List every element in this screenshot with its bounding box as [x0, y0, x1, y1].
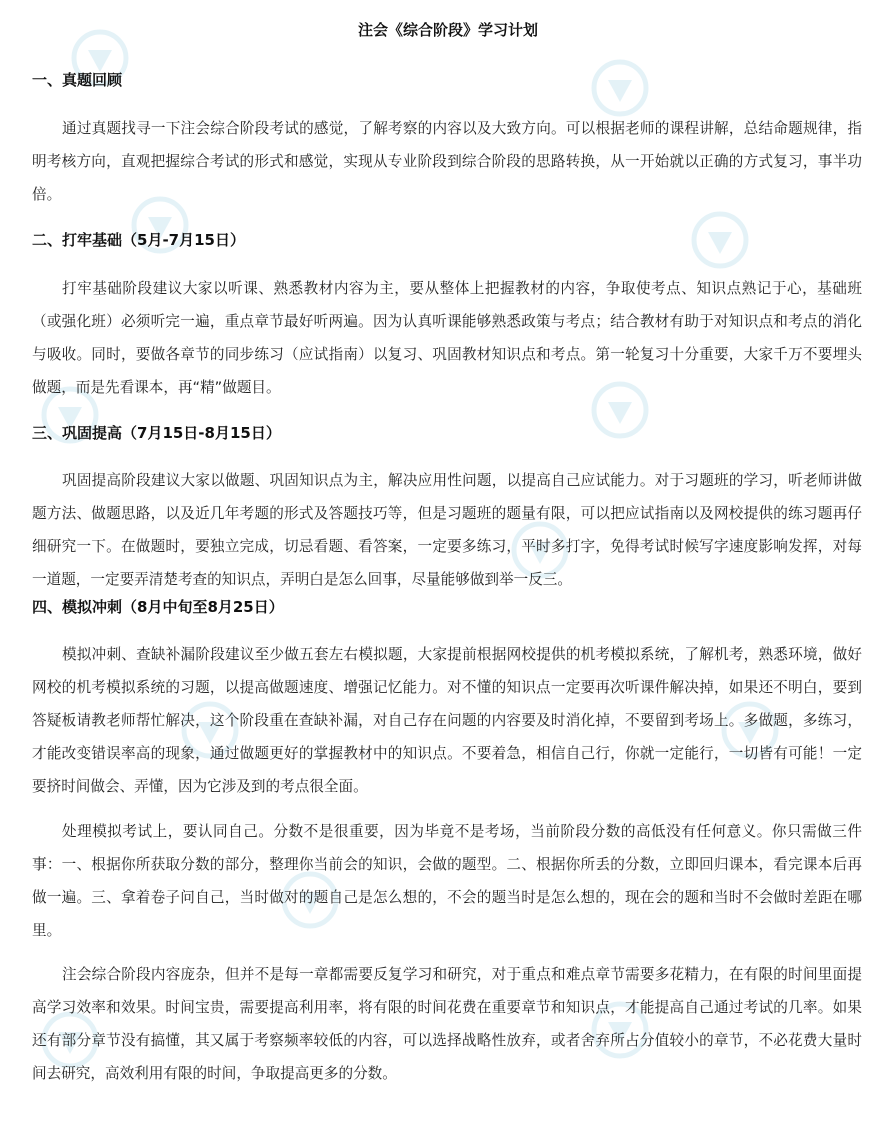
section-paragraph: 巩固提高阶段建议大家以做题、巩固知识点为主，解决应用性问题，以提高自己应试能力。对于习题班的学习，听老师讲做题方法、做题思路，以及近几年考题的形式及答题技巧等，但是习题班的题量有限，可以把应试指南以及网校提供的练习题再仔细研究一下。在做题时，要独立完成，切忌看题、看答案，一定要多练习，平时多打字，免得考试时候写字速度影响发挥，对每一道题，一定要弄清楚考查的知识点，弄明白是怎么回事，尽量能够做到举一反三。 [32, 472, 862, 588]
section-paragraph: 模拟冲刺、查缺补漏阶段建议至少做五套左右模拟题，大家提前根据网校提供的机考模拟系统，了解机考，熟悉环境，做好网校的机考模拟系统的习题，以提高做题速度、增强记忆能力。对不懂的知识点一定要再次听课件解决掉，如果还不明白，要到答疑板请教老师帮忙解决，这个阶段重在查缺补漏，对自己存在问题的内容要及时消化掉，不要留到考场上。多做题，多练习，才能改变错误率高的现象，通过做题更好的掌握教材中的知识点。不要着急，相信自己行，你就一定能行，一切皆有可能！一定要挤时间做会、弄懂，因为它涉及到的考点很全面。 [32, 646, 862, 795]
section-paragraph: 处理模拟考试上，要认同自己。分数不是很重要，因为毕竟不是考场，当前阶段分数的高低没有任何意义。你只需做三件事：一、根据你所获取分数的部分，整理你当前会的知识，会做的题型。二、根据你所丢的分数，立即回归课本，看完课本后再做一遍。三、拿着卷子问自己，当时做对的题自己是怎么想的，不会的题当时是怎么想的，现在会的题和当时不会做时差距在哪里。 [32, 823, 862, 939]
page-title: 注会《综合阶段》学习计划 [357, 21, 538, 39]
section-paragraph: 注会综合阶段内容庞杂，但并不是每一章都需要反复学习和研究，对于重点和难点章节需要多花精力，在有限的时间里面提高学习效率和效果。时间宝贵，需要提高利用率，将有限的时间花费在重要章节和知识点，才能提高自己通过考试的几率。如果还有部分章节没有搞懂，其又属于考察频率较低的内容，可以选择战略性放弃，或者舍弃所占分值较小的章节，不必花费大量时间去研究，高效利用有限的时间，争取提高更多的分数。 [32, 966, 862, 1082]
section-heading: 一、真题回顾 [32, 71, 123, 89]
section-paragraph: 打牢基础阶段建议大家以听课、熟悉教材内容为主，要从整体上把握教材的内容，争取使考点、知识点熟记于心，基础班（或强化班）必须听完一遍，重点章节最好听两遍。因为认真听课能够熟悉政策与考点；结合教材有助于对知识点和考点的消化与吸收。同时，要做各章节的同步练习（应试指南）以复习、巩固教材知识点和考点。第一轮复习十分重要，大家千万不要埋头做题，而是先看课本，再“精”做题目。 [32, 280, 862, 396]
watermark-logo-icon [690, 210, 750, 270]
section-paragraph: 通过真题找寻一下注会综合阶段考试的感觉，了解考察的内容以及大致方向。可以根据老师的课程讲解，总结命题规律，指明考核方向，直观把握综合考试的形式和感觉，实现从专业阶段到综合阶段的思路转换，从一开始就以正确的方式复习，事半功倍。 [32, 120, 862, 203]
section-heading: 三、巩固提高（7月15日-8月15日） [32, 424, 281, 442]
watermark-logo-icon [590, 58, 650, 118]
section-heading: 二、打牢基础（5月-7月15日） [32, 231, 245, 249]
section-heading: 四、模拟冲刺（8月中旬至8月25日） [32, 598, 284, 616]
